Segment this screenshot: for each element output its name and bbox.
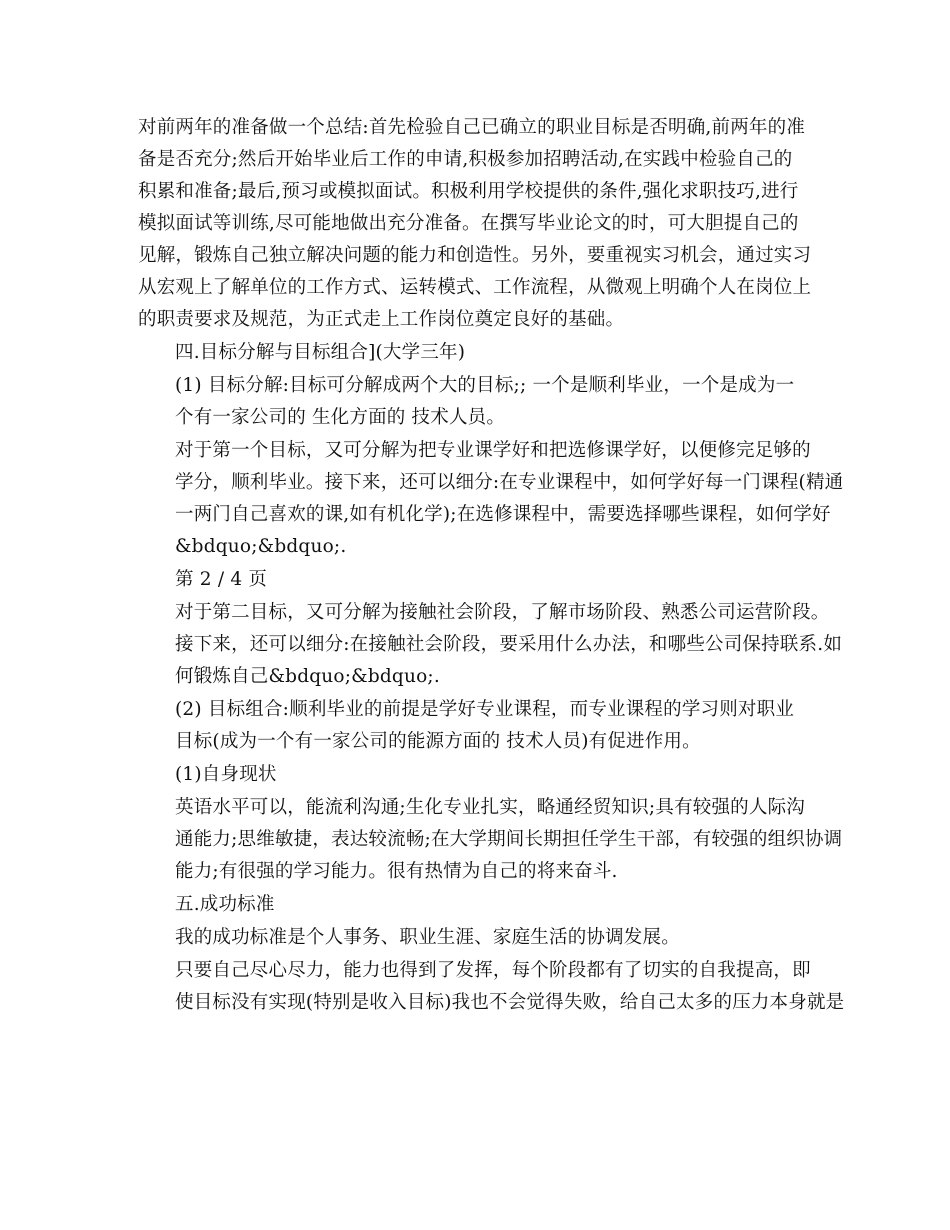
- text-line: 四.目标分解与目标组合](大学三年): [175, 342, 466, 363]
- text-line: 模拟面试等训练,尽可能地做出充分准备。在撰写毕业论文的时，可大胆提自己的: [138, 213, 799, 234]
- text-line: 英语水平可以，能流利沟通;生化专业扎实，略通经贸知识;具有较强的人际沟: [175, 797, 805, 818]
- text-line: 对前两年的准备做一个总结:首先检验自己已确立的职业目标是否明确,前两年的准: [138, 117, 806, 138]
- paragraph: [138, 889, 812, 921]
- paragraph: [138, 112, 812, 336]
- text-line: 通能力;思维敏捷，表达较流畅;在大学期间长期担任学生干部，有较强的组织协调: [175, 829, 843, 850]
- paragraph: [138, 337, 812, 369]
- paragraph: [138, 597, 843, 693]
- text-line: 积累和准备;最后,预习或模拟面试。积极利用学校提供的条件,强化求职技巧,进行: [138, 181, 799, 202]
- text-line: 第 2 / 4 页: [175, 569, 268, 590]
- text-line: 使目标没有实现(特别是收入目标)我也不会觉得失败，给自己太多的压力本身就是: [175, 992, 845, 1013]
- text-line: &bdquo;&bdquo;.: [175, 536, 347, 557]
- paragraph: [138, 955, 845, 1019]
- paragraph: [138, 435, 844, 563]
- text-line: (2) 目标组合:顺利毕业的前提是学好专业课程，而专业课程的学习则对职业: [175, 699, 795, 720]
- document-body: [138, 112, 845, 1019]
- text-line: 能力;有很强的学习能力。很有热情为自己的将来奋斗.: [175, 861, 618, 882]
- text-line: 一两门自己喜欢的课,如有机化学);在选修课程中，需要选择哪些课程，如何学好: [175, 504, 831, 525]
- paragraph: [138, 922, 812, 954]
- text-line: (1) 目标分解:目标可分解成两个大的目标;; 一个是顺利毕业，一个是成为一: [175, 375, 795, 396]
- paragraph: [138, 694, 812, 758]
- text-line: (1)自身现状: [175, 764, 277, 785]
- paragraph: [138, 564, 812, 596]
- text-line: 见解，锻炼自己独立解决问题的能力和创造性。另外，要重视实习机会，通过实习: [138, 245, 812, 266]
- text-line: 的职责要求及规范，为正式走上工作岗位奠定良好的基础。: [138, 309, 625, 330]
- text-line: 从宏观上了解单位的工作方式、运转模式、工作流程，从微观上明确个人在岗位上: [138, 277, 812, 298]
- text-line: 何锻炼自己&bdquo;&bdquo;.: [175, 666, 440, 687]
- paragraph: [138, 792, 843, 888]
- text-line: 只要自己尽心尽力，能力也得到了发挥，每个阶段都有了切实的自我提高，即: [175, 960, 811, 981]
- text-line: 接下来，还可以细分:在接触社会阶段，要采用什么办法，和哪些公司保持联系.如: [175, 634, 843, 655]
- text-line: 五.成功标准: [175, 894, 275, 915]
- text-line: 目标(成为一个有一家公司的能源方面的 技术人员)有促进作用。: [175, 731, 701, 752]
- text-line: 备是否充分;然后开始毕业后工作的申请,积极参加招聘活动,在实践中检验自己的: [138, 149, 793, 170]
- text-line: 我的成功标准是个人事务、职业生涯、家庭生活的协调发展。: [175, 927, 680, 948]
- text-line: 学分，顺利毕业。接下来，还可以细分:在专业课程中，如何学好每一门课程(精通: [175, 472, 844, 493]
- text-line: 对于第二目标，又可分解为接触社会阶段，了解市场阶段、熟悉公司运营阶段。: [175, 602, 830, 623]
- paragraph: [138, 759, 812, 791]
- text-line: 个有一家公司的 生化方面的 技术人员。: [175, 407, 506, 428]
- paragraph: [138, 370, 812, 434]
- text-line: 对于第一个目标，又可分解为把专业课学好和把选修课学好，以便修完足够的: [175, 440, 811, 461]
